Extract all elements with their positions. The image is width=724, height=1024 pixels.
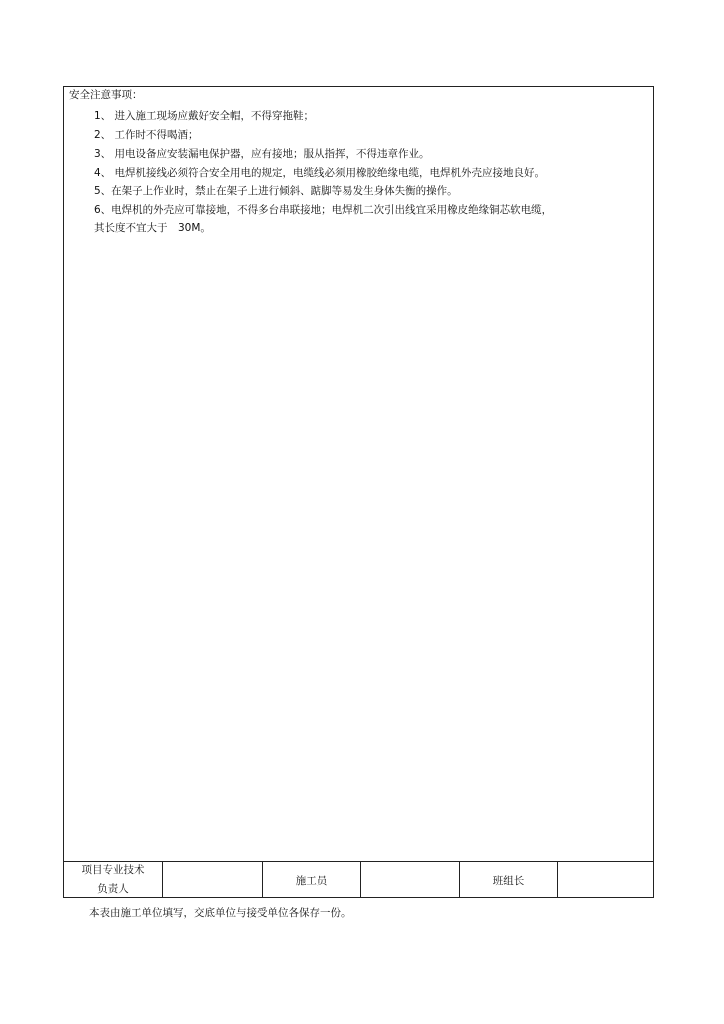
safety-note-2: 2、 工作时不得喝酒； [94, 129, 199, 141]
signature-row [64, 862, 653, 898]
team-leader-label: 班组长 [460, 862, 558, 898]
builder-label: 施工员 [263, 862, 361, 898]
safety-note-1: 1、 进入施工现场应戴好安全帽，不得穿拖鞋； [94, 110, 315, 122]
footer-note: 本表由施工单位填写，交底单位与接受单位各保存一份。 [89, 907, 352, 919]
tech-lead-signature-field[interactable] [163, 862, 263, 898]
safety-notes-title: 安全注意事项： [69, 89, 143, 101]
tech-lead-label [64, 862, 163, 898]
safety-note-4: 4、 电焊机接线必须符合安全用电的规定，电缆线必须用橡胶绝缘电缆，电焊机外壳应接地良好。 [94, 167, 546, 179]
safety-notes-section [64, 87, 653, 862]
safety-note-6-continued: 其长度不宜大于 30M。 [94, 222, 211, 234]
safety-note-3: 3、 用电设备应安装漏电保护器，应有接地；服从指挥，不得违章作业。 [94, 148, 430, 160]
safety-note-5: 5、在架子上作业时，禁止在架子上进行倾斜、踮脚等易发生身体失衡的操作。 [94, 185, 458, 197]
safety-note-6: 6、电焊机的外壳应可靠接地，不得多台串联接地；电焊机二次引出线宜采用橡皮绝缘铜芯软电缆， [94, 204, 553, 216]
team-leader-signature-field[interactable] [558, 862, 653, 898]
builder-signature-field[interactable] [361, 862, 460, 898]
disclosure-form [63, 86, 654, 898]
tech-lead-label-line2: 负责人 [97, 883, 129, 895]
tech-lead-label-line1: 项目专业技术 [81, 864, 145, 876]
